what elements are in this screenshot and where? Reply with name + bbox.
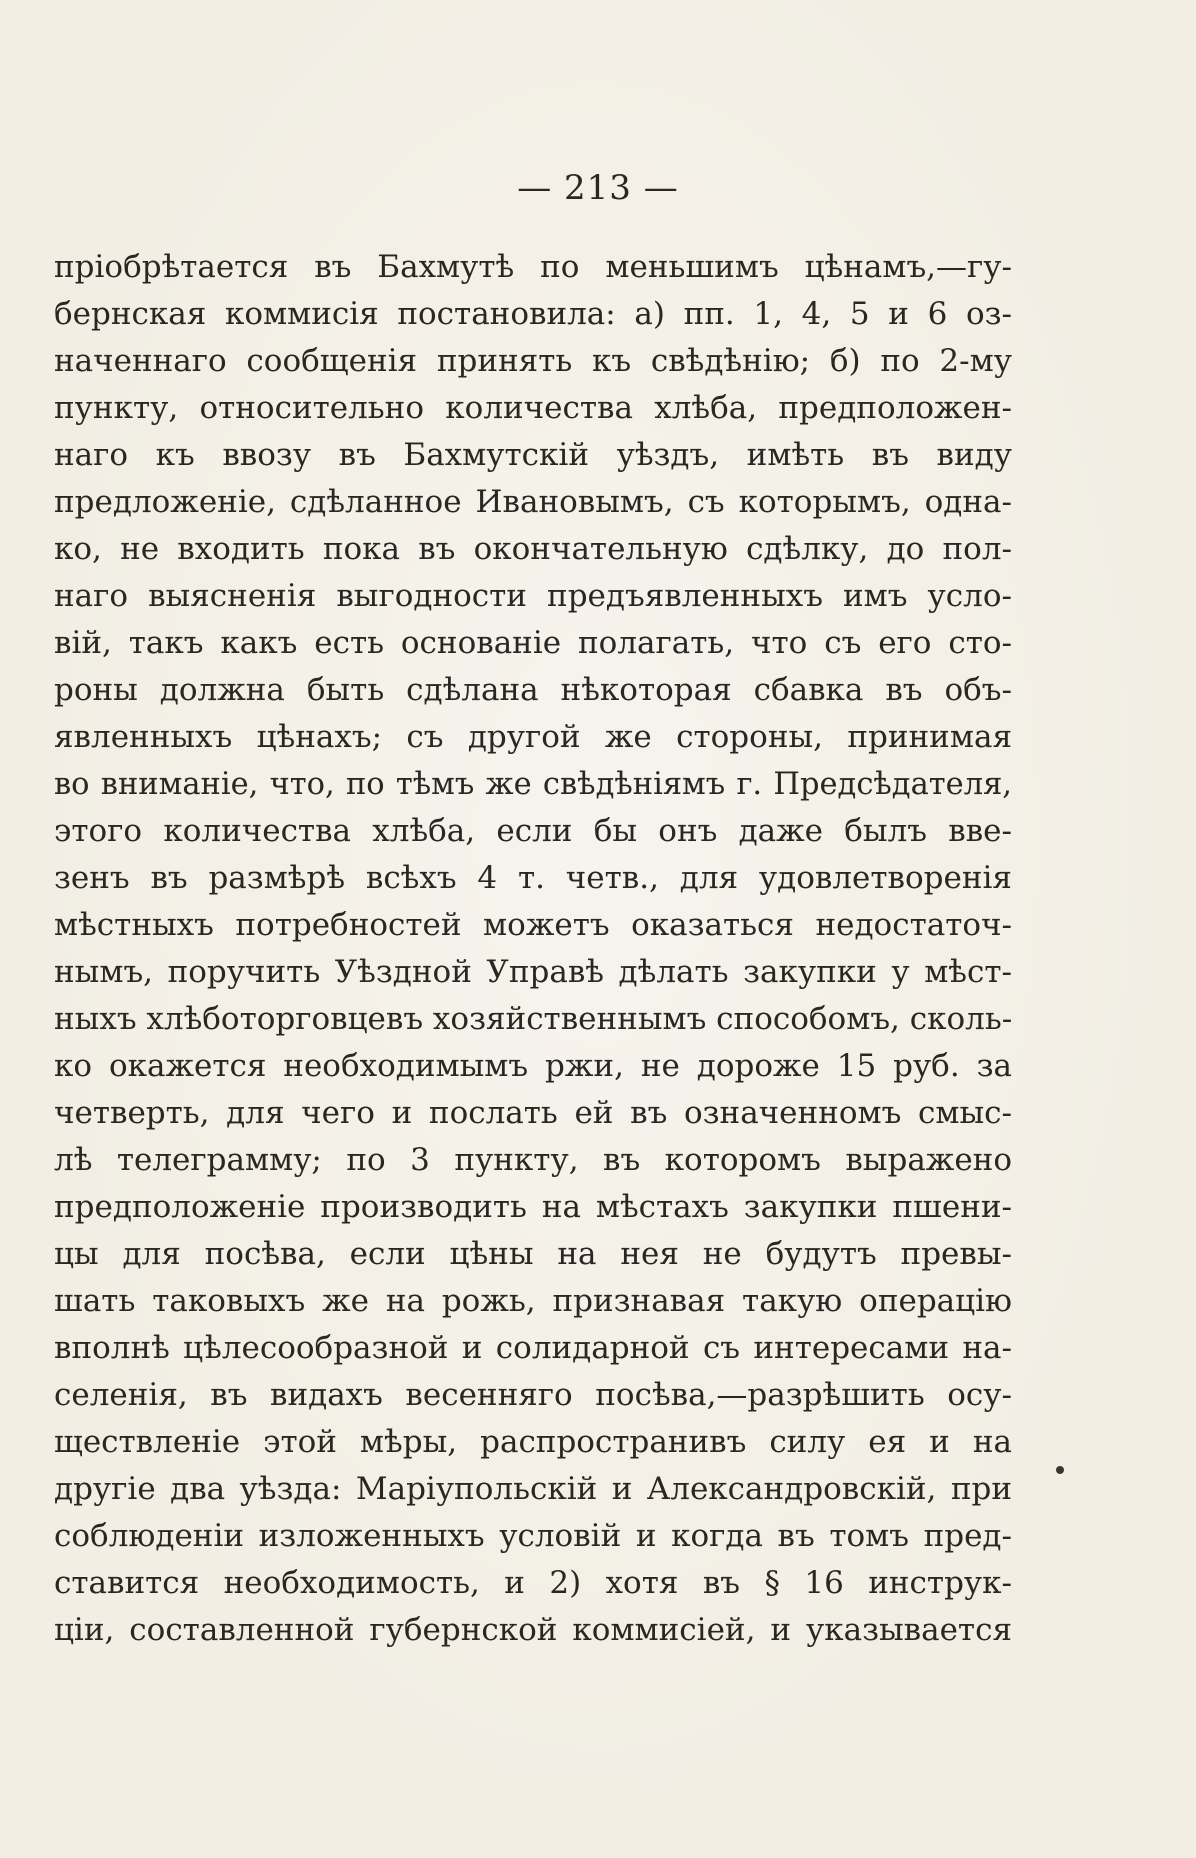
text-line: ко окажется необходимымъ ржи, не дороже 15 руб. за [54, 1048, 1012, 1084]
text-line: роны должна быть сдѣлана нѣкоторая сбавка въ объ- [54, 672, 1012, 708]
text-line: предложеніе, сдѣланное Ивановымъ, съ которымъ, одна- [54, 484, 1012, 520]
text-line: этого количества хлѣба, если бы онъ даже былъ вве- [54, 813, 1012, 849]
text-line: явленныхъ цѣнахъ; съ другой же стороны, принимая [54, 719, 1012, 755]
page-number: — 213 — [517, 168, 679, 208]
text-line: нымъ, поручить Уѣздной Управѣ дѣлать закупки у мѣст- [54, 954, 1012, 990]
text-line: четверть, для чего и послать ей въ означенномъ смыс- [54, 1095, 1012, 1131]
text-line: лѣ телеграмму; по 3 пункту, въ которомъ выражено [54, 1142, 1012, 1178]
text-line: во вниманіе, что, по тѣмъ же свѣдѣніямъ г. Предсѣдателя, [54, 767, 1012, 802]
text-line: пріобрѣтается въ Бахмутѣ по меньшимъ цѣнамъ,—гу- [54, 249, 1012, 285]
text-line: наченнаго сообщенія принять къ свѣдѣнію; б) по 2-му [54, 343, 1012, 379]
text-line: цы для посѣва, если цѣны на нея не будутъ превы- [54, 1236, 1012, 1272]
text-line: ставится необходимость, и 2) хотя въ § 16 инструк- [54, 1565, 1012, 1601]
text-line: предположеніе производить на мѣстахъ закупки пшени- [54, 1189, 1012, 1225]
text-line: ществленіе этой мѣры, распространивъ силу ея и на [54, 1424, 1012, 1460]
text-line: ныхъ хлѣботорговцевъ хозяйственнымъ способомъ, сколь- [54, 1001, 1012, 1037]
text-line: пункту, относительно количества хлѣба, предположен- [54, 390, 1012, 426]
text-line: наго выясненія выгодности предъявленныхъ имъ усло- [54, 578, 1012, 614]
text-line: соблюденіи изложенныхъ условій и когда въ томъ пред- [54, 1518, 1012, 1554]
text-line: зенъ въ размѣрѣ всѣхъ 4 т. четв., для удовлетворенія [54, 860, 1012, 896]
text-line: ко, не входить пока въ окончательную сдѣлку, до пол- [54, 531, 1012, 567]
body-text [54, 244, 1012, 1654]
text-line: бернская коммисія постановила: а) пп. 1, 4, 5 и 6 оз- [54, 296, 1012, 332]
text-line: другіе два уѣзда: Маріупольскій и Александровскій, при [54, 1471, 1012, 1507]
text-line: мѣстныхъ потребностей можетъ оказаться недостаточ- [54, 907, 1012, 943]
text-line: селенія, въ видахъ весенняго посѣва,—разрѣшить осу- [54, 1377, 1012, 1413]
text-line: вій, такъ какъ есть основаніе полагать, что съ его сто- [54, 625, 1012, 661]
text-line: вполнѣ цѣлесообразной и солидарной съ интересами на- [54, 1330, 1012, 1366]
text-line: шать таковыхъ же на рожь, признавая такую операцію [54, 1283, 1012, 1319]
text-line: наго къ ввозу въ Бахмутскій уѣздъ, имѣть въ виду [54, 437, 1012, 473]
margin-dot-mark [1056, 1466, 1064, 1474]
text-line: ціи, составленной губернской коммисіей, и указывается [54, 1612, 1012, 1648]
